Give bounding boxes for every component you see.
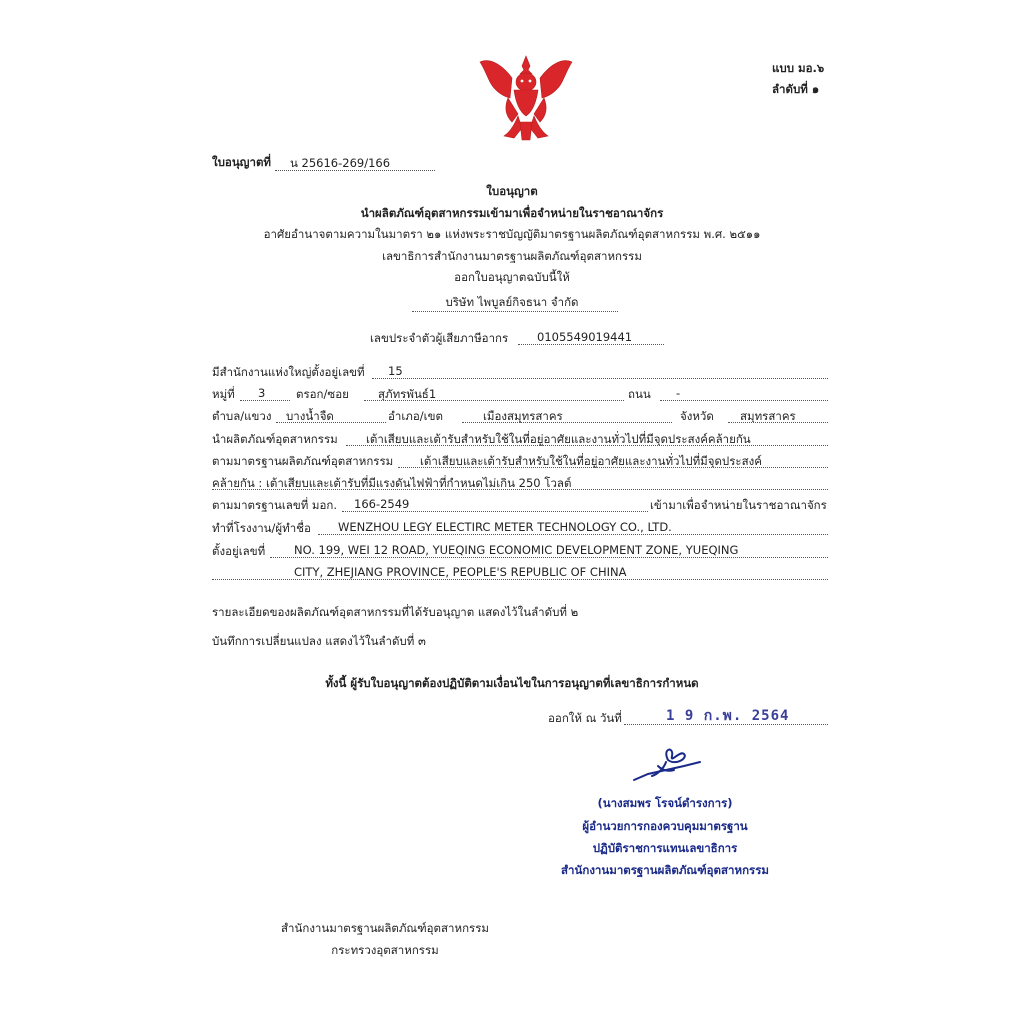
office-no: 15 xyxy=(388,364,403,378)
footer-office: สำนักงานมาตรฐานผลิตภัณฑ์อุตสาหกรรม xyxy=(281,921,489,935)
signatory-title-3: สำนักงานมาตรฐานผลิตภัณฑ์อุตสาหกรรม xyxy=(561,863,769,877)
province-value: สมุทรสาคร xyxy=(740,409,796,423)
tis-suffix: เข้ามาเพื่อจำหน่ายในราชอาณาจักร xyxy=(650,498,827,512)
issued-to-label: ออกใบอนุญาตฉบับนี้ให้ xyxy=(454,270,570,284)
soi-line xyxy=(364,400,624,401)
license-no-value: น 25616-269/166 xyxy=(290,156,391,170)
signatory-title-1: ผู้อำนวยการกองควบคุมมาตรฐาน xyxy=(582,819,748,833)
issuer-name: เลขาธิการสำนักงานมาตรฐานผลิตภัณฑ์อุตสาหกรรม xyxy=(382,249,642,263)
company-line xyxy=(412,311,618,312)
garuda-emblem-icon xyxy=(474,52,578,144)
office-line xyxy=(372,378,828,379)
signature-icon xyxy=(628,740,708,786)
product-value: เต้าเสียบและเต้ารับสำหรับใช้ในที่อยู่อาศัยและงานทั่วไปที่มีจุดประสงค์คล้ายกัน xyxy=(366,432,751,446)
road-line xyxy=(660,400,828,401)
moo-line xyxy=(240,400,290,401)
license-no-line xyxy=(275,170,435,171)
factory-label: ทำที่โรงงาน/ผู้ทำชื่อ xyxy=(212,521,311,535)
soi-value: สุภัทรพันธ์1 xyxy=(378,387,437,401)
company-name: บริษัท ไพบูลย์กิจธนา จำกัด xyxy=(445,295,579,309)
tis-label: ตามมาตรฐานเลขที่ มอก. xyxy=(212,498,338,512)
standard-label: ตามมาตรฐานผลิตภัณฑ์อุตสาหกรรม xyxy=(212,454,394,468)
factory-addr-label: ตั้งอยู่เลขที่ xyxy=(212,544,266,558)
signatory-title-2: ปฏิบัติราชการแทนเลขาธิการ xyxy=(592,841,738,855)
factory-address-1: NO. 199, WEI 12 ROAD, YUEQING ECONOMIC DEVELOPMENT ZONE, YUEQING xyxy=(294,543,739,557)
tambon-line xyxy=(276,422,386,423)
standard-line-2 xyxy=(212,489,828,490)
soi-label: ตรอก/ซอย xyxy=(296,387,349,401)
standard-value: เต้าเสียบและเต้ารับสำหรับใช้ในที่อยู่อาศัยและงานทั่วไปที่มีจุดประสงค์ xyxy=(420,454,762,468)
tax-id-line xyxy=(518,344,664,345)
tax-id-value: 0105549019441 xyxy=(537,330,633,344)
amphoe-line xyxy=(462,422,672,423)
product-label: นำผลิตภัณฑ์อุตสาหกรรม xyxy=(212,432,338,446)
issued-line xyxy=(624,724,828,725)
standard-value-cont: คล้ายกัน : เต้าเสียบและเต้ารับที่มีแรงดันไฟฟ้าที่กำหนดไม่เกิน 250 โวลต์ xyxy=(212,476,572,490)
issued-date: 1 9 ก.พ. 2564 xyxy=(666,708,790,724)
office-label: มีสำนักงานแห่งใหญ่ตั้งอยู่เลขที่ xyxy=(212,365,365,379)
condition-note: ทั้งนี้ ผู้รับใบอนุญาตต้องปฏิบัติตามเงื่อนไขในการอนุญาตที่เลขาธิการกำหนด xyxy=(325,676,699,690)
moo-value: 3 xyxy=(258,386,266,400)
factory-name: WENZHOU LEGY ELECTIRC METER TECHNOLOGY CO., LTD. xyxy=(338,520,672,534)
footer-ministry: กระทรวงอุตสาหกรรม xyxy=(331,943,439,957)
signatory-name: (นางสมพร โรจน์ดำรงการ) xyxy=(597,796,733,810)
factory-addr-line-2 xyxy=(212,579,828,580)
tambon-label: ตำบล/แขวง xyxy=(212,409,272,423)
road-label: ถนน xyxy=(628,387,651,401)
tis-value: 166-2549 xyxy=(354,497,410,511)
issued-label: ออกให้ ณ วันที่ xyxy=(548,711,622,725)
province-label: จังหวัด xyxy=(680,409,714,423)
factory-line xyxy=(318,534,828,535)
doc-subtitle: นำผลิตภัณฑ์อุตสาหกรรมเข้ามาเพื่อจำหน่ายในราชอาณาจักร xyxy=(360,206,664,220)
standard-line xyxy=(398,467,828,468)
detail-note: รายละเอียดของผลิตภัณฑ์อุตสาหกรรมที่ได้รับอนุญาต แสดงไว้ในลำดับที่ ๒ xyxy=(212,605,579,619)
factory-address-2: CITY, ZHEJIANG PROVINCE, PEOPLE'S REPUBLIC OF CHINA xyxy=(294,565,627,579)
moo-label: หมู่ที่ xyxy=(212,387,235,401)
sequence-number: ลำดับที่ ๑ xyxy=(772,82,820,96)
changes-note: บันทึกการเปลี่ยนแปลง แสดงไว้ในลำดับที่ ๓ xyxy=(212,634,426,648)
tambon-value: บางน้ำจืด xyxy=(286,409,334,423)
province-line xyxy=(728,422,828,423)
form-code: แบบ มอ.๖ xyxy=(772,61,825,75)
doc-title: ใบอนุญาต xyxy=(486,184,538,198)
product-line xyxy=(346,445,828,446)
tis-line xyxy=(342,511,648,512)
license-no-label: ใบอนุญาตที่ xyxy=(212,155,271,169)
amphoe-value: เมืองสมุทรสาคร xyxy=(483,409,563,423)
road-value: - xyxy=(676,386,681,400)
amphoe-label: อำเภอ/เขต xyxy=(388,409,443,423)
factory-addr-line-1 xyxy=(270,557,828,558)
tax-id-label: เลขประจำตัวผู้เสียภาษีอากร xyxy=(370,331,509,345)
authority-clause: อาศัยอำนาจตามความในมาตรา ๒๑ แห่งพระราชบัญญัติมาตรฐานผลิตภัณฑ์อุตสาหกรรม พ.ศ. ๒๕๑๑ xyxy=(263,227,761,241)
